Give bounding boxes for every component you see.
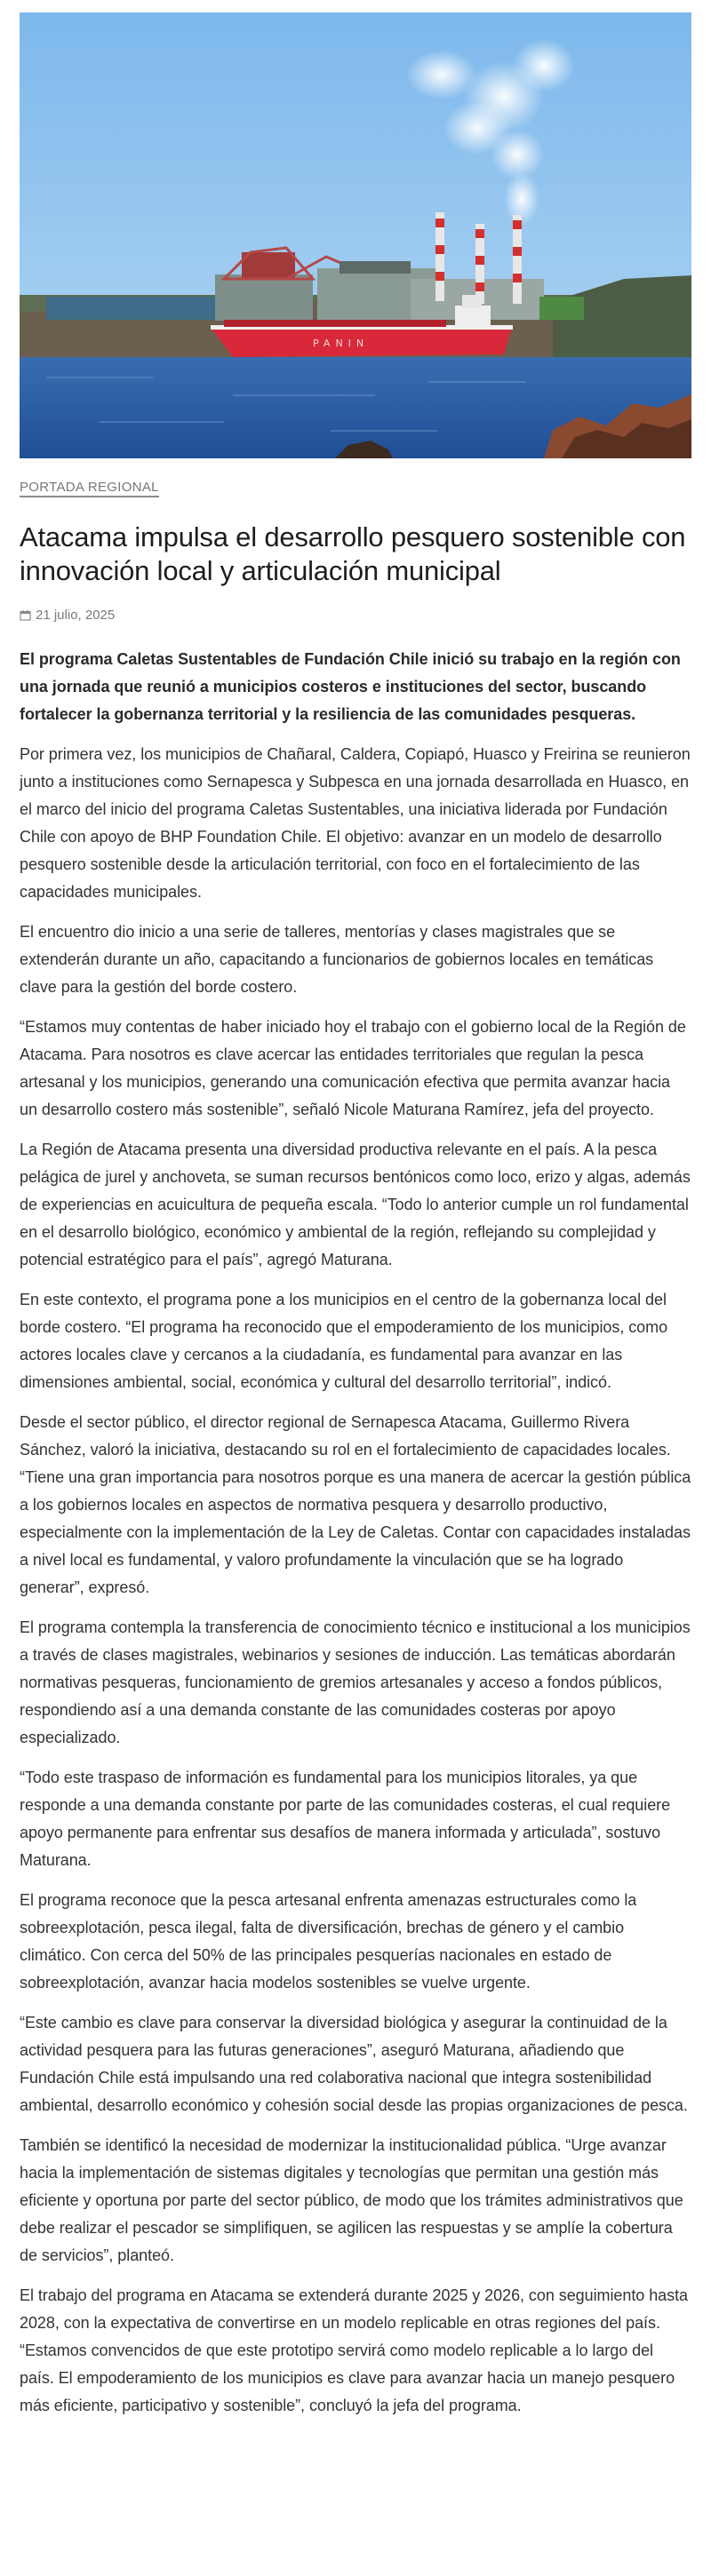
article-paragraph: “Estamos muy contentas de haber iniciado hoy el trabajo con el gobierno local de la Región de Atacama. Para nosotros es clave acercar las entidades territoriales que regulan la pesca artesanal y los municipios, generando una comunicación efectiva que permita avanzar hacia un desarrollo costero más sostenible”, señaló Nicole Maturana Ramírez, jefa del proyecto. — [20, 1018, 686, 1118]
article-paragraph: Por primera vez, los municipios de Chañaral, Caldera, Copiapó, Huasco y Freirina se reunieron junto a instituciones como Sernapesca y Subpesca en una jornada desarrollada en Huasco, en el marco del inicio del programa Caletas Sustentables, una iniciativa liderada por Fundación Chile con apoyo de BHP Foundation Chile. El objetivo: avanzar en un modelo de desarrollo pesquero sostenible desde la articulación territorial, con foco en el fortalecimiento de las capacidades municipales. — [20, 745, 691, 901]
article-paragraph: El encuentro dio inicio a una serie de talleres, mentorías y clases magistrales que se extenderán durante un año, capacitando a funcionarios de gobiernos locales en temáticas clave para la gestión del borde costero. — [20, 923, 654, 996]
calendar-icon — [20, 609, 31, 621]
article-paragraph: El trabajo del programa en Atacama se extenderá durante 2025 y 2026, con seguimiento hasta 2028, con la expectativa de convertirse en un modelo replicable en otras regiones del país. “Estamos convencidos de que este prototipo servirá como modelo replicable a lo largo del país. El empoderamiento de los municipios es clave para avanzar hacia un manejo pesquero más eficiente, participativo y sostenible”, concluyó la jefa del programa. — [20, 2286, 688, 2414]
article-paragraph: “Todo este traspaso de información es fundamental para los municipios litorales, ya que responde a una demanda constante por parte de las comunidades costeras, el cual requiere apoyo permanente para enfrentar sus desafíos de manera informada y articulada”, sostuvo Maturana. — [20, 1769, 671, 1869]
hero-image — [20, 12, 691, 458]
ship-name: PANIN — [313, 338, 370, 349]
date-text: 21 julio, 2025 — [36, 608, 116, 623]
article-paragraph: El programa contempla la transferencia de conocimiento técnico e institucional a los municipios a través de clases magistrales, webinarios y sesiones de inducción. Las temáticas abordarán normativas pesqueras, funcionamiento de gremios artesanales y acceso a fondos públicos, respondiendo así a una demanda constante de las comunidades costeras por apoyo especializado. — [20, 1618, 691, 1746]
article-paragraph: El programa reconoce que la pesca artesanal enfrenta amenazas estructurales como la sobreexplotación, pesca ilegal, falta de diversificación, brechas de género y el cambio climático. Con cerca del 50% de las principales pesquerías nacionales en estado de sobreexplotación, avanzar hacia modelos sostenibles se vuelve urgente. — [20, 1891, 637, 1992]
article-title: Atacama impulsa el desarrollo pesquero sostenible con innovación local y articulación municipal — [20, 521, 686, 586]
article-paragraph: En este contexto, el programa pone a los municipios en el centro de la gobernanza local del borde costero. “El programa ha reconocido que el empoderamiento de los municipios, como actores locales clave y cercanos a la ciudadanía, es fundamental para avanzar en las dimensiones ambiental, social, económica y cultural del desarrollo territorial”, indicó. — [20, 1291, 668, 1391]
category-container — [20, 480, 691, 497]
chimney-3 — [513, 215, 522, 304]
article-lead: El programa Caletas Sustentables de Fundación Chile inició su trabajo en la región con una jornada que reunió a municipios costeros e instituciones del sector, buscando fortalecer la gobernanza territorial y la resiliencia de las comunidades pesqueras. — [20, 650, 681, 723]
chimney-2 — [475, 224, 484, 304]
article-paragraph: Desde el sector público, el director regional de Sernapesca Atacama, Guillermo Rivera Sánchez, valoró la iniciativa, destacando su rol en el fortalecimiento de capacidades locales. “Tiene una gran importancia para nosotros porque es una manera de acercar la gestión pública a los gobiernos locales en aspectos de normativa pesquera y desarrollo productivo, especialmente con la implementación de la Ley de Caletas. Contar con capacidades instaladas a nivel local es fundamental, y valoro profundamente la vinculación que se ha logrado generar”, expresó. — [20, 1413, 691, 1596]
category-link[interactable]: PORTADA REGIONAL — [20, 480, 159, 497]
article-date — [20, 608, 691, 623]
article-body — [20, 646, 691, 2420]
chimney-1 — [435, 212, 444, 301]
article-paragraph: “Este cambio es clave para conservar la diversidad biológica y asegurar la continuidad de la actividad pesquera para las futuras generaciones”, aseguró Maturana, añadiendo que Fundación Chile está impulsando una red colaborativa nacional que integra sostenibilidad ambiental, desarrollo económico y cohesión social desde las propias organizaciones de pesca. — [20, 2014, 688, 2114]
article-paragraph: La Región de Atacama presenta una diversidad productiva relevante en el país. A la pesca pelágica de jurel y anchoveta, se suman recursos bentónicos como loco, erizo y algas, además de experiencias en acuicultura de pequeña escala. “Todo lo anterior cumple un rol fundamental en el desarrollo biológico, económico y ambiental de la región, reflejando su complejidad y potencial estratégico para el país”, agregó Maturana. — [20, 1141, 691, 1268]
article-paragraph: También se identificó la necesidad de modernizar la institucionalidad pública. “Urge avanzar hacia la implementación de sistemas digitales y tecnologías que permitan una gestión más eficiente y oportuna por parte del sector público, de modo que los trámites administrativos que debe realizar el pescador se simplifiquen, se agilicen las respuestas y se amplíe la cobertura de servicios”, planteó. — [20, 2136, 683, 2264]
